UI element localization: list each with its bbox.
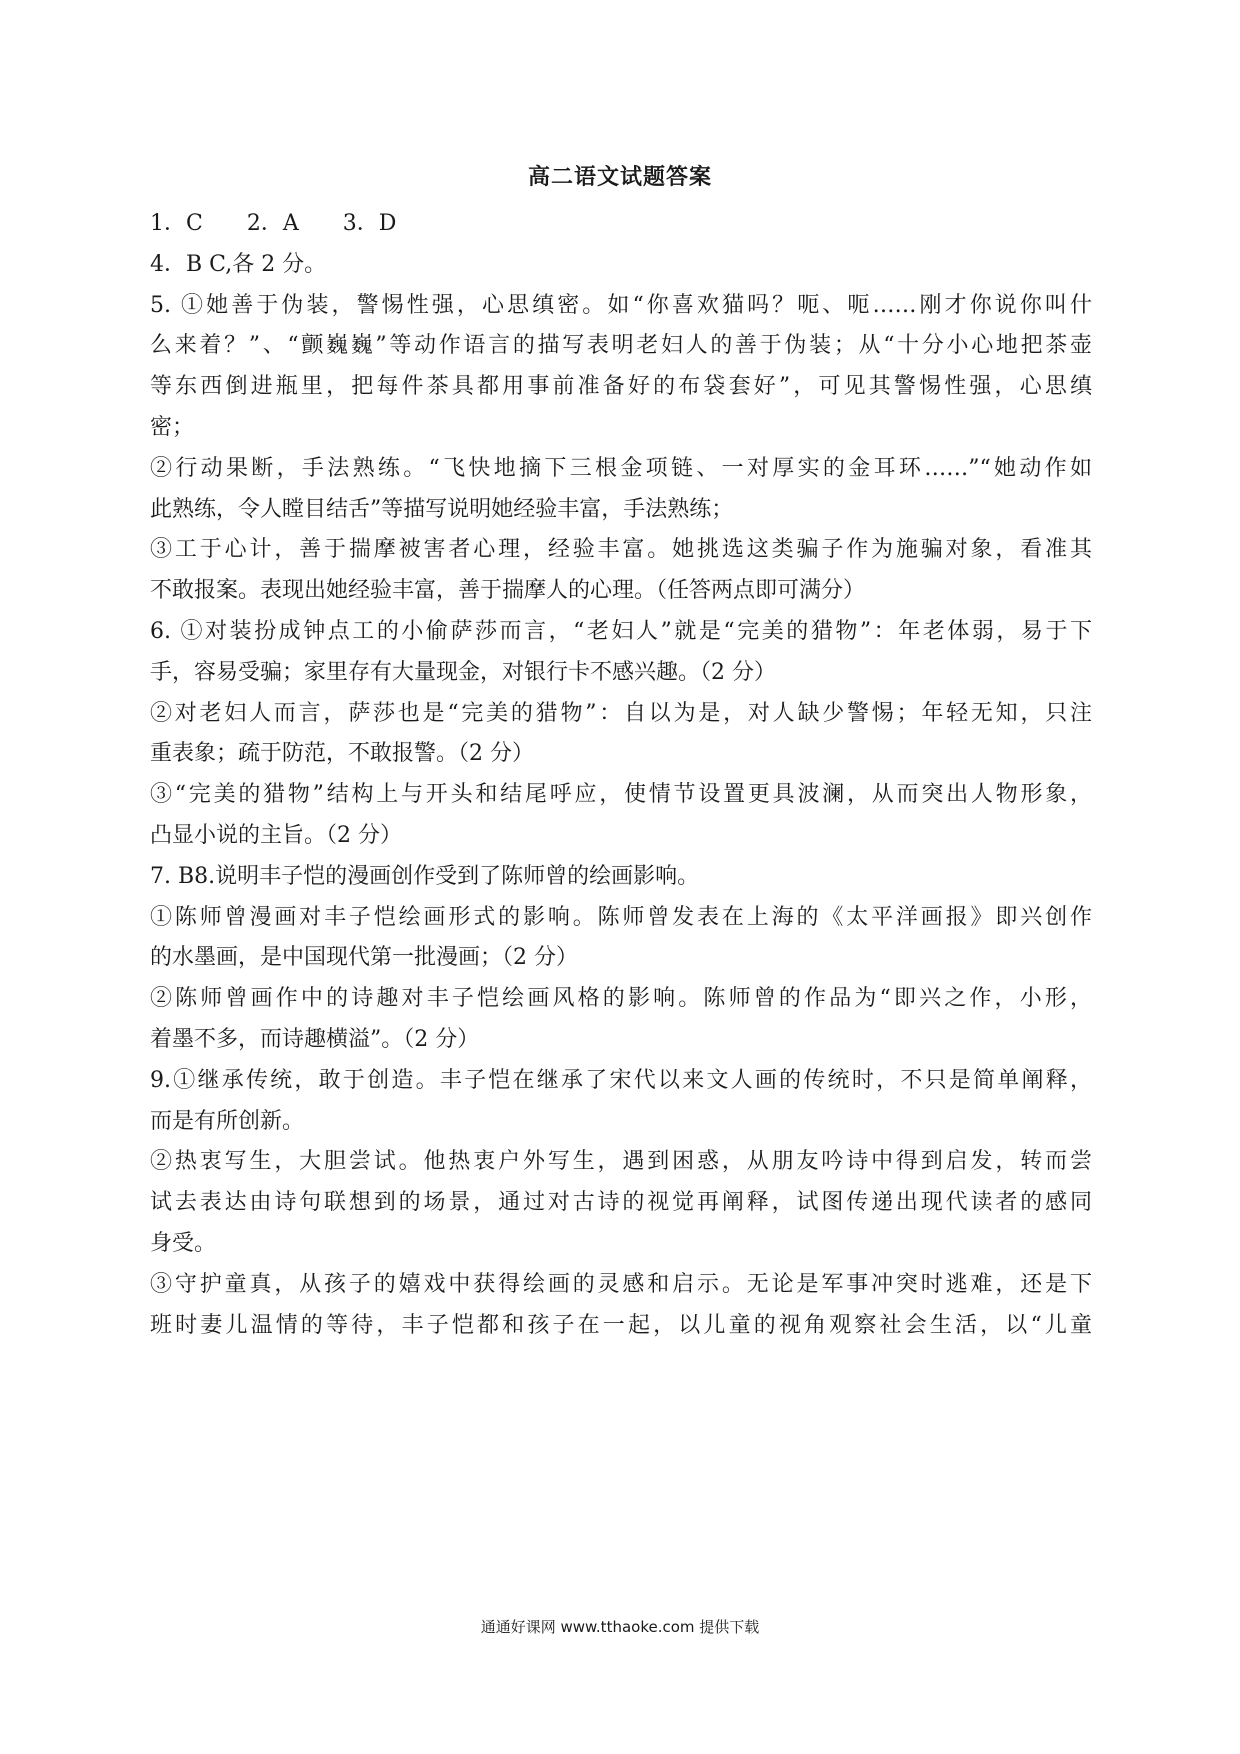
answer-line: 凸显小说的主旨。（2 分） <box>150 822 402 848</box>
answer-line: 么来着？”、“颤巍巍”等动作语言的描写表明老妇人的善于伪装；从“十分小心地把茶壶 <box>150 333 1092 359</box>
answer-line: 5. ①她善于伪装，警惕性强，心思缜密。如“你喜欢猫吗？呃、呃……刚才你说你叫什 <box>150 292 1092 318</box>
answer-line: 6. ①对装扮成钟点工的小偷萨莎而言，“老妇人”就是“完美的猎物”：年老体弱，易于下 <box>150 618 1092 644</box>
answer-line: 班时妻儿温情的等待，丰子恺都和孩子在一起，以儿童的视角观察社会生活，以“儿童 <box>150 1312 1092 1338</box>
answer-line: 等东西倒进瓶里，把每件茶具都用事前准备好的布袋套好”，可见其警惕性强，心思缜 <box>150 374 1092 400</box>
answer-line: ②对老妇人而言，萨莎也是“完美的猎物”：自以为是，对人缺少警惕；年轻无知，只注 <box>150 700 1092 726</box>
answer-line: 的水墨画，是中国现代第一批漫画；（2 分） <box>150 945 578 971</box>
answer-line: 手，容易受骗；家里存有大量现金，对银行卡不感兴趣。（2 分） <box>150 659 776 685</box>
answer-line: ②陈师曾画作中的诗趣对丰子恺绘画风格的影响。陈师曾的作品为“即兴之作，小形， <box>150 986 1092 1012</box>
answer-content <box>150 204 1092 1346</box>
answer-line: 重表象；疏于防范，不敢报警。（2 分） <box>150 741 534 767</box>
page-footer: 通通好课网 www.tthaoke.com 提供下载 <box>480 1618 760 1636</box>
answer-line: 密； <box>150 414 195 440</box>
answer-line: ②行动果断，手法熟练。“飞快地摘下三根金项链、一对厚实的金耳环……”“她动作如 <box>150 455 1092 481</box>
answer-line: 着墨不多，而诗趣横溢”。（2 分） <box>150 1026 480 1052</box>
answer-line: ③“完美的猎物”结构上与开头和结尾呼应，使情节设置更具波澜，从而突出人物形象， <box>150 782 1092 808</box>
answer-line: 身受。 <box>150 1230 217 1256</box>
answer-line: 9.①继承传统，敢于创造。丰子恺在继承了宋代以来文人画的传统时，不只是简单阐释， <box>150 1067 1092 1093</box>
answer-line: ②热衷写生，大胆尝试。他热衷户外写生，遇到困惑，从朋友吟诗中得到启发，转而尝 <box>150 1149 1092 1175</box>
answer-line: 此熟练，令人瞠目结舌”等描写说明她经验丰富，手法熟练； <box>150 496 734 522</box>
page-title: 高二语文试题答案 <box>527 165 712 190</box>
answer-line: 4．B C,各 2 分。 <box>150 251 327 277</box>
answer-line: ③守护童真，从孩子的嬉戏中获得绘画的灵感和启示。无论是军事冲突时逃难，还是下 <box>150 1271 1092 1297</box>
answer-line: 而是有所创新。 <box>150 1108 305 1134</box>
answer-line: ③工于心计，善于揣摩被害者心理，经验丰富。她挑选这类骗子作为施骗对象，看准其 <box>150 537 1092 563</box>
answer-line: 试去表达由诗句联想到的场景，通过对古诗的视觉再阐释，试图传递出现代读者的感同 <box>150 1190 1092 1216</box>
answer-line: 7. B8.说明丰子恺的漫画创作受到了陈师曾的绘画影响。 <box>150 863 700 889</box>
answer-line: ①陈师曾漫画对丰子恺绘画形式的影响。陈师曾发表在上海的《太平洋画报》即兴创作 <box>150 904 1092 930</box>
answer-line: 不敢报案。表现出她经验丰富，善于揣摩人的心理。（任答两点即可满分） <box>150 578 866 604</box>
answer-line: 1．C 2．A 3．D <box>150 211 397 236</box>
